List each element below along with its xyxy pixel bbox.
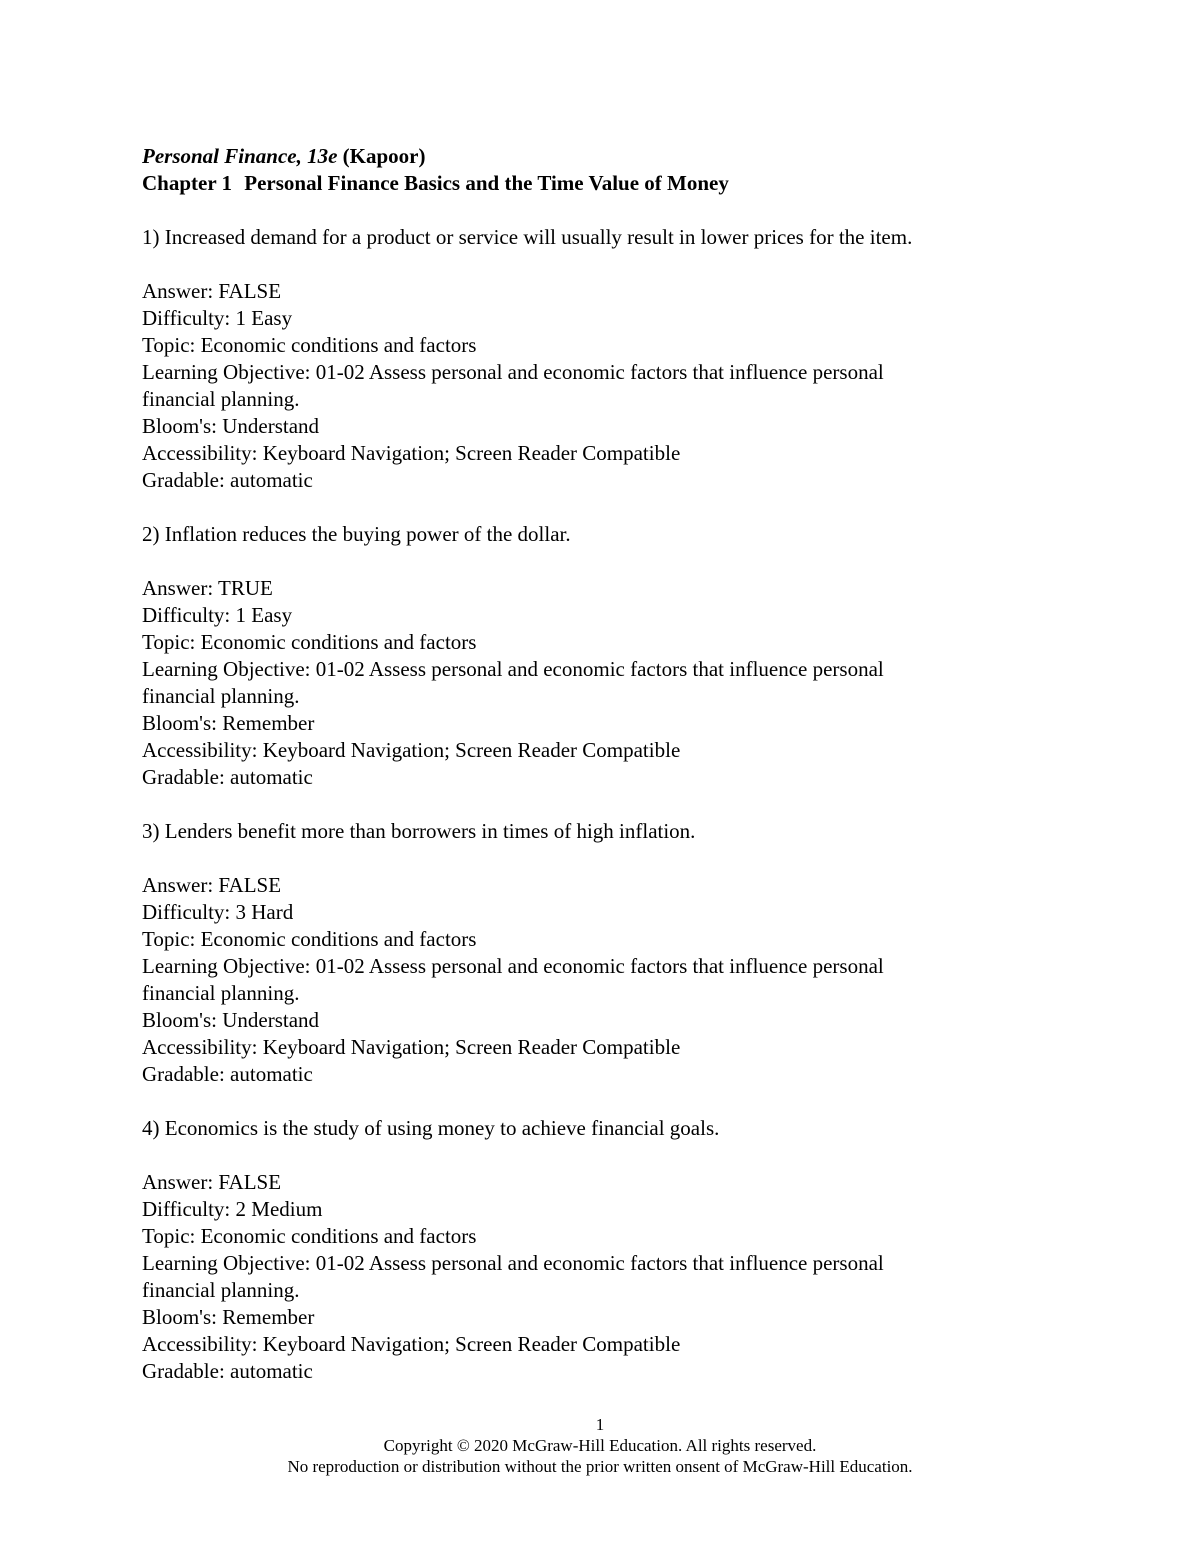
page-content [142,143,1042,1412]
blooms: Bloom's: Understand [142,414,320,438]
learning-objective-cont: financial planning. [142,387,300,411]
reproduction-notice: No reproduction or distribution without the prior written onsent of McGraw-Hill Education. [287,1457,913,1476]
question-text: 2) Inflation reduces the buying power of the dollar. [142,522,571,546]
learning-objective: Learning Objective: 01-02 Assess personal and economic factors that influence personal [142,360,884,384]
question-text: 1) Increased demand for a product or service will usually result in lower prices for the item. [142,225,913,249]
topic: Topic: Economic conditions and factors [142,1224,477,1248]
learning-objective: Learning Objective: 01-02 Assess personal and economic factors that influence personal [142,657,884,681]
gradable: Gradable: automatic [142,1359,313,1383]
difficulty: Difficulty: 1 Easy [142,603,293,627]
question-text: 3) Lenders benefit more than borrowers in times of high inflation. [142,819,696,843]
difficulty: Difficulty: 3 Hard [142,900,294,924]
learning-objective-cont: financial planning. [142,981,300,1005]
page-number: 1 [595,1415,605,1434]
topic: Topic: Economic conditions and factors [142,630,477,654]
question-1 [142,224,1042,494]
blooms: Bloom's: Remember [142,1305,315,1329]
question-4 [142,1115,1042,1385]
learning-objective-cont: financial planning. [142,684,300,708]
question-text: 4) Economics is the study of using money to achieve financial goals. [142,1116,720,1140]
difficulty: Difficulty: 2 Medium [142,1197,323,1221]
book-author: (Kapoor) [342,144,426,168]
learning-objective: Learning Objective: 01-02 Assess personal and economic factors that influence personal [142,1251,884,1275]
answer: Answer: FALSE [142,279,282,303]
accessibility: Accessibility: Keyboard Navigation; Screen Reader Compatible [142,1332,681,1356]
blooms: Bloom's: Understand [142,1008,320,1032]
accessibility: Accessibility: Keyboard Navigation; Screen Reader Compatible [142,441,681,465]
gradable: Gradable: automatic [142,765,313,789]
gradable: Gradable: automatic [142,1062,313,1086]
question-2 [142,521,1042,791]
topic: Topic: Economic conditions and factors [142,333,477,357]
book-title-italic: Personal Finance, 13e [142,144,338,168]
chapter-label: Chapter 1 [142,171,233,195]
difficulty: Difficulty: 1 Easy [142,306,293,330]
learning-objective-cont: financial planning. [142,1278,300,1302]
learning-objective: Learning Objective: 01-02 Assess personal and economic factors that influence personal [142,954,884,978]
copyright-line: Copyright © 2020 McGraw-Hill Education. All rights reserved. [383,1436,817,1455]
chapter-name: Personal Finance Basics and the Time Value of Money [244,171,729,195]
page-footer [0,1414,1200,1477]
answer: Answer: FALSE [142,1170,282,1194]
gradable: Gradable: automatic [142,468,313,492]
answer: Answer: TRUE [142,576,273,600]
book-title [142,143,1042,170]
chapter-title [142,170,1042,197]
accessibility: Accessibility: Keyboard Navigation; Screen Reader Compatible [142,1035,681,1059]
answer: Answer: FALSE [142,873,282,897]
topic: Topic: Economic conditions and factors [142,927,477,951]
blooms: Bloom's: Remember [142,711,315,735]
accessibility: Accessibility: Keyboard Navigation; Screen Reader Compatible [142,738,681,762]
question-3 [142,818,1042,1088]
